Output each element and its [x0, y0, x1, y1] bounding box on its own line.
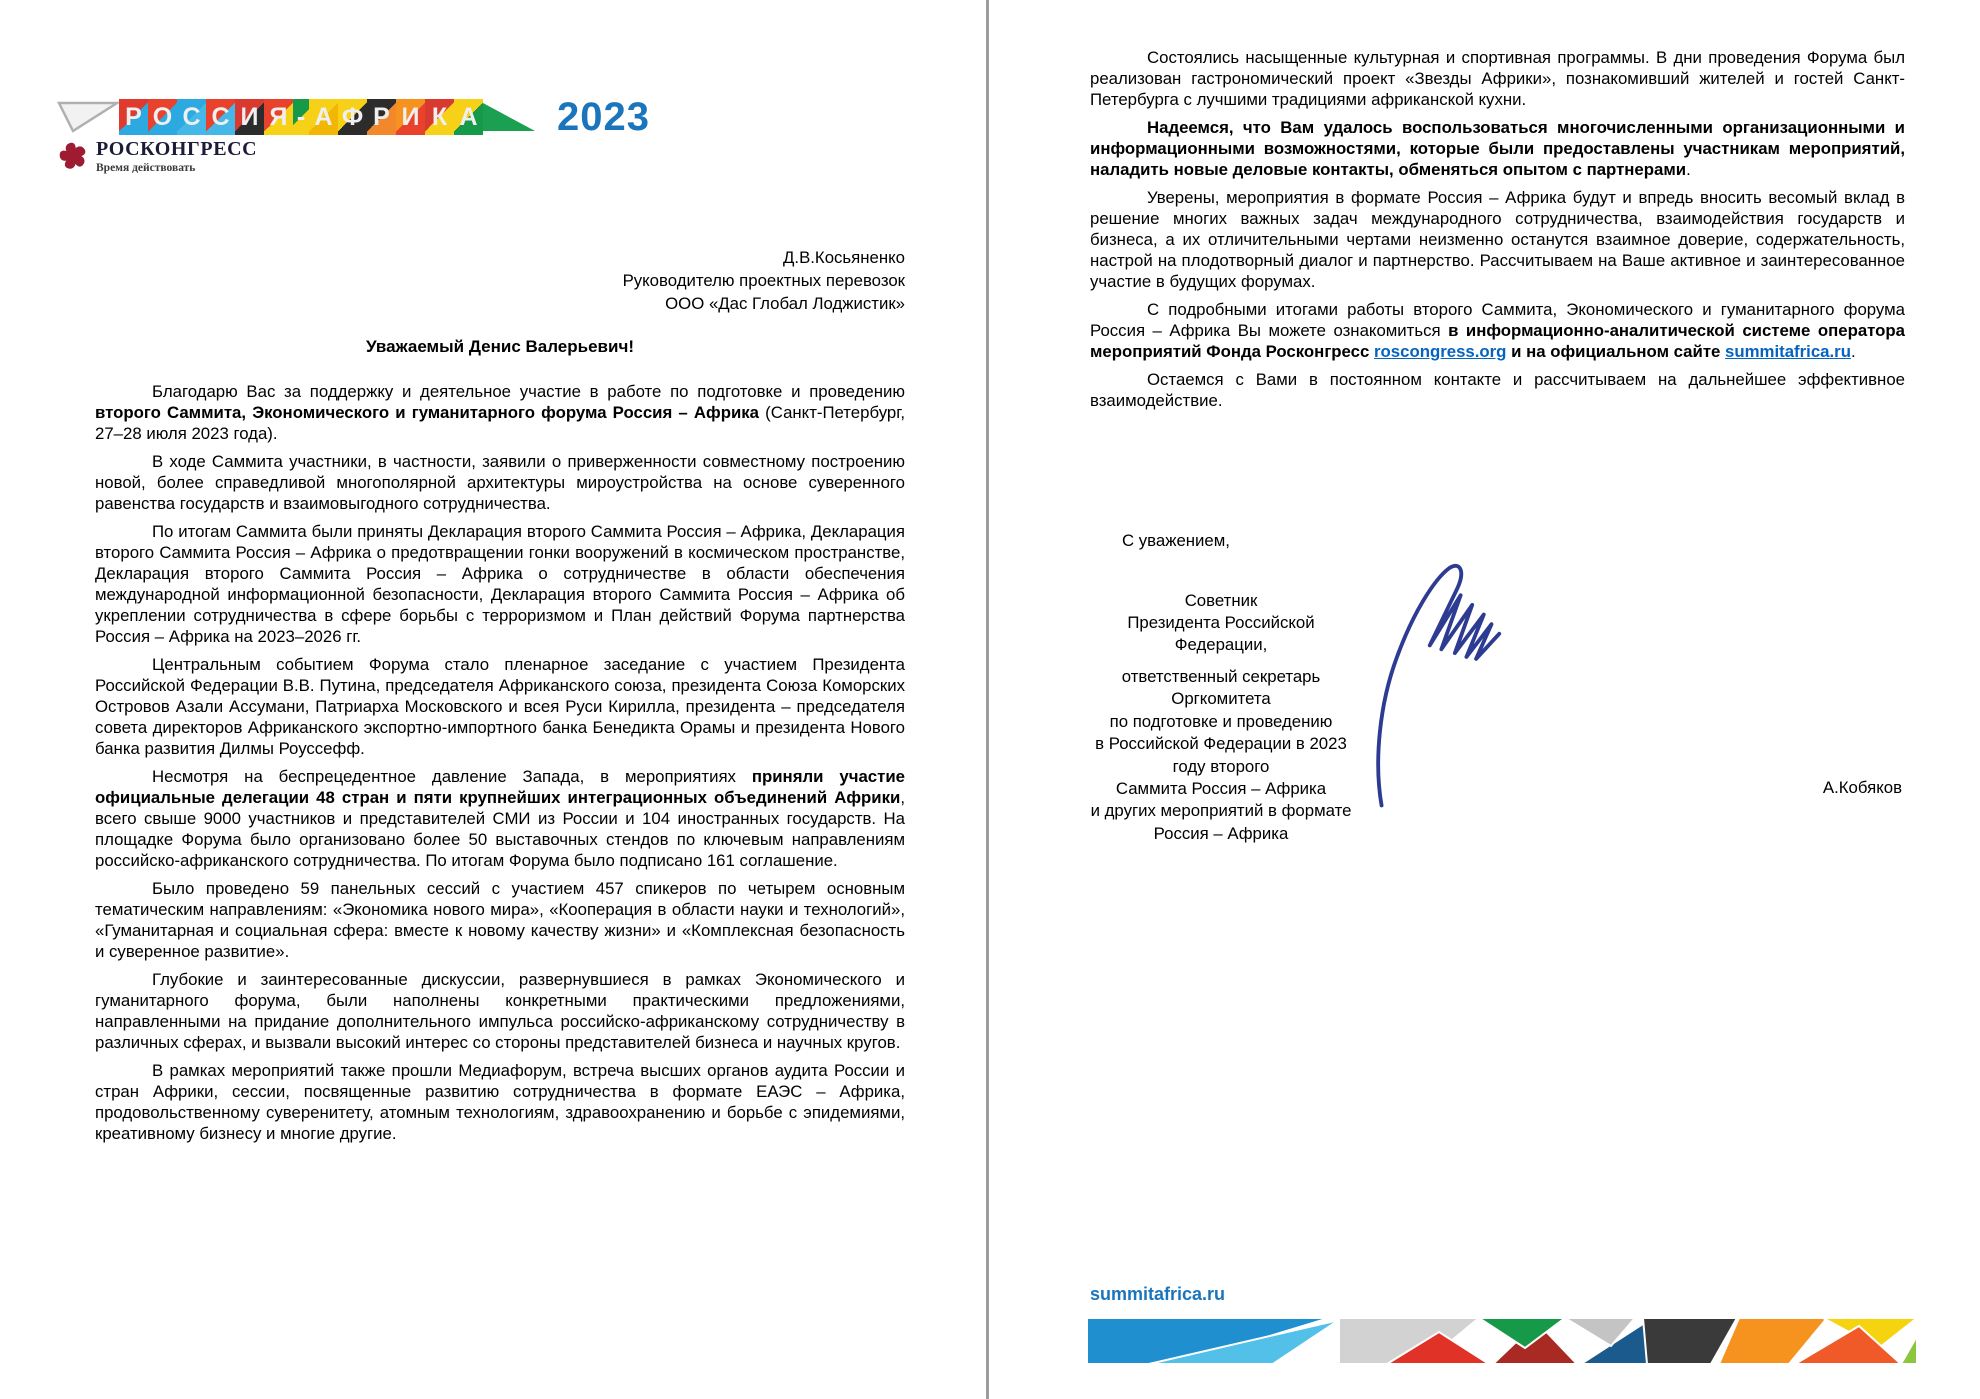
- paragraph: [95, 654, 905, 759]
- logo-letter-tile: Я: [264, 99, 293, 135]
- logo-letter-tile: С: [206, 99, 235, 135]
- text-segment: Несмотря на беспрецедентное давление Запада, в мероприятиях: [152, 767, 752, 786]
- text-segment: Центральным событием Форума стало пленарное заседание с участием Президента Российской Федерации В.В. Путина, председателя Африканского союза, президента Союза Коморских Островов Азали Ассумани, Патриарха Московского и всея Руси Кирилла, президента – председателя совета директоров Африканского экспортно-импортного банка Бенедикта Орамы и президента Нового банка развития Дилмы Роуссефф.: [95, 655, 905, 758]
- letter-body-left: [95, 381, 905, 1151]
- footer-color-stripe: [1087, 1318, 1917, 1364]
- page-left: [0, 0, 986, 1399]
- text-segment: в информационно-аналитической системе оператора мероприятий Фонда Росконгресс: [1090, 321, 1905, 361]
- logo-letter-tile: А: [454, 99, 483, 135]
- paragraph: [95, 766, 905, 871]
- text-segment: и на официальном сайте: [1506, 342, 1726, 361]
- page-divider: [986, 0, 989, 1399]
- roscongress-logo: [57, 138, 257, 174]
- logo-right-triangle-icon: [483, 99, 537, 135]
- text-segment: приняли участие официальные делегации 48 стран и пяти крупнейших интеграционных объединений Африки: [95, 767, 905, 807]
- signatory-role: [1084, 666, 1358, 845]
- text-segment: Уверены, мероприятия в формате Россия – Африка будут и впредь вносить весомый вклад в решение многих важных задач международного сотрудничества, взаимодействия государств и бизнеса, а их отличительными чертами неизменно останутся взаимное доверие, содержательность, настрой на плодотворный диалог и партнерство. Рассчитываем на Ваше активное и заинтересованное участие в будущих форумах.: [1090, 188, 1905, 291]
- paragraph: [95, 521, 905, 647]
- inline-link[interactable]: summitafrica.ru: [1725, 342, 1851, 361]
- text-segment: Благодарю Вас за поддержку и деятельное участие в работе по подготовке и проведению: [152, 382, 905, 401]
- footer-url-link[interactable]: summitafrica.ru: [1090, 1284, 1226, 1304]
- inline-link[interactable]: roscongress.org: [1374, 342, 1507, 361]
- text-line: Руководителю проектных перевозок: [622, 271, 905, 290]
- signatory-title: [1090, 590, 1352, 656]
- logo-letter-tile: -: [293, 99, 309, 135]
- logo-year: 2023: [557, 94, 650, 139]
- paragraph: [95, 878, 905, 962]
- text-line: Саммита Россия – Африка: [1115, 779, 1327, 799]
- roscongress-tagline: Время действовать: [96, 162, 196, 174]
- russia-africa-logo: [57, 94, 650, 139]
- text-segment: (Санкт-Петербург, 27–28 июля 2023 года).: [95, 403, 905, 443]
- paragraph: [1090, 117, 1905, 180]
- logo-left-triangle-icon: [57, 99, 119, 135]
- text-segment: С подробными итогами работы второго Саммита, Экономического и гуманитарного форума Россия – Африка Вы можете ознакомиться: [1090, 300, 1905, 340]
- paragraph: [1090, 187, 1905, 292]
- text-line: Д.В.Косьяненко: [783, 248, 905, 267]
- text-segment: .: [1686, 160, 1691, 179]
- text-line: Президента Российской Федерации,: [1127, 613, 1315, 654]
- logo-letter-tile: Р: [119, 99, 148, 135]
- paragraph: [95, 381, 905, 444]
- text-line: в Российской Федерации в 2023 году второго: [1095, 734, 1347, 776]
- text-segment: В рамках мероприятий также прошли Медиафорум, встреча высших органов аудита России и стран Африки, сессии, посвященные развитию сотрудничества в формате ЕАЭС – Африка, продовольственному суверенитету, атомным технологиям, здравоохранению и борьбе с эпидемиями, креативному бизнесу и многие другие.: [95, 1061, 905, 1143]
- logo-letter-tile: С: [177, 99, 206, 135]
- salutation: Уважаемый Денис Валерьевич!: [366, 337, 634, 356]
- logo-letter-tiles: [119, 99, 483, 135]
- text-segment: .: [1850, 342, 1856, 361]
- logo-letter-tile: О: [148, 99, 177, 135]
- handwritten-signature: [1370, 548, 1505, 818]
- logo-letter-tile: Ф: [338, 99, 367, 135]
- signatory-name: А.Кобяков: [1822, 778, 1902, 797]
- logo-letter-tile: И: [235, 99, 264, 135]
- text-segment: Глубокие и заинтересованные дискуссии, развернувшиеся в рамках Экономического и гуманитарного форума, были наполнены конкретными практическими предложениями, направленными на придание дополнительного импульса российско-африканскому сотрудничеству в различных сферах, и вызвали высокий интерес со стороны представителей бизнеса и научных кругов.: [95, 970, 905, 1052]
- closing-line: С уважением,: [1122, 531, 1230, 550]
- text-line: ООО «Дас Глобал Лоджистик»: [665, 294, 905, 313]
- paragraph: [1090, 299, 1905, 362]
- text-segment: В ходе Саммита участники, в частности, заявили о приверженности совместному построению новой, более справедливой многополярной архитектуры мироустройства на основе суверенного равенства государств и взаимовыгодного сотрудничества.: [95, 452, 905, 513]
- paragraph: [1090, 47, 1905, 110]
- text-line: Россия – Африка: [1153, 823, 1289, 843]
- paragraph: [95, 1060, 905, 1144]
- text-line: и других мероприятий в формате: [1090, 801, 1352, 821]
- paragraph: [95, 451, 905, 514]
- roscongress-flower-icon: [57, 140, 89, 172]
- text-line: по подготовке и проведению: [1109, 711, 1333, 731]
- logo-letter-tile: К: [425, 99, 454, 135]
- logo-letter-tile: А: [309, 99, 338, 135]
- text-segment: Состоялись насыщенные культурная и спортивная программы. В дни проведения Форума был реализован гастрономический проект «Звезды Африки», познакомивший жителей и гостей Санкт-Петербурга с лучшими традициями африканской кухни.: [1090, 48, 1905, 109]
- recipient-block: [623, 246, 905, 315]
- paragraph: [1090, 369, 1905, 411]
- logo-letter-tile: И: [396, 99, 425, 135]
- text-segment: Остаемся с Вами в постоянном контакте и рассчитываем на дальнейшее эффективное взаимодействие.: [1090, 370, 1905, 410]
- text-segment: второго Саммита, Экономического и гуманитарного форума Россия – Африка: [95, 403, 760, 422]
- page-right: [990, 0, 1980, 1399]
- text-line: Советник: [1184, 591, 1258, 610]
- paragraph: [95, 969, 905, 1053]
- text-segment: Было проведено 59 панельных сессий с участием 457 спикеров по четырем основным тематическим направлениям: «Экономика нового мира», «Кооперация в области науки и технологий», «Гуманитарная и социальная сфера: вместе к новому качеству жизни» и «Комплексная безопасность и суверенное развитие».: [95, 879, 905, 961]
- letter-body-right: [1090, 47, 1905, 418]
- text-segment: Надеемся, что Вам удалось воспользоваться многочисленными организационными и информационными возможностями, которые были предоставлены участникам мероприятий, наладить новые деловые контакты, обменяться опытом с партнерами: [1090, 118, 1905, 179]
- text-segment: По итогам Саммита были приняты Декларация второго Саммита Россия – Африка, Декларация второго Саммита Россия – Африка о предотвращении гонки вооружений в космическом пространстве, Декларация второго Саммита Россия – Африка о сотрудничестве в области обеспечения международной информационной безопасности, Декларация второго Саммита Россия – Африка об укреплении сотрудничества в сфере борьбы с терроризмом и План действий Форума партнерства Россия – Африка на 2023–2026 гг.: [95, 522, 905, 646]
- roscongress-name: РОСКОНГРЕСС: [96, 138, 258, 160]
- logo-letter-tile: Р: [367, 99, 396, 135]
- text-segment: , всего свыше 9000 участников и представителей СМИ из России и 104 иностранных государств. На площадке Форума было организовано более 50 выставочных стендов по ключевым направлениям российско-африканского сотрудничества. По итогам Форума было подписано 161 соглашение.: [95, 788, 905, 870]
- text-line: ответственный секретарь Оргкомитета: [1121, 667, 1321, 709]
